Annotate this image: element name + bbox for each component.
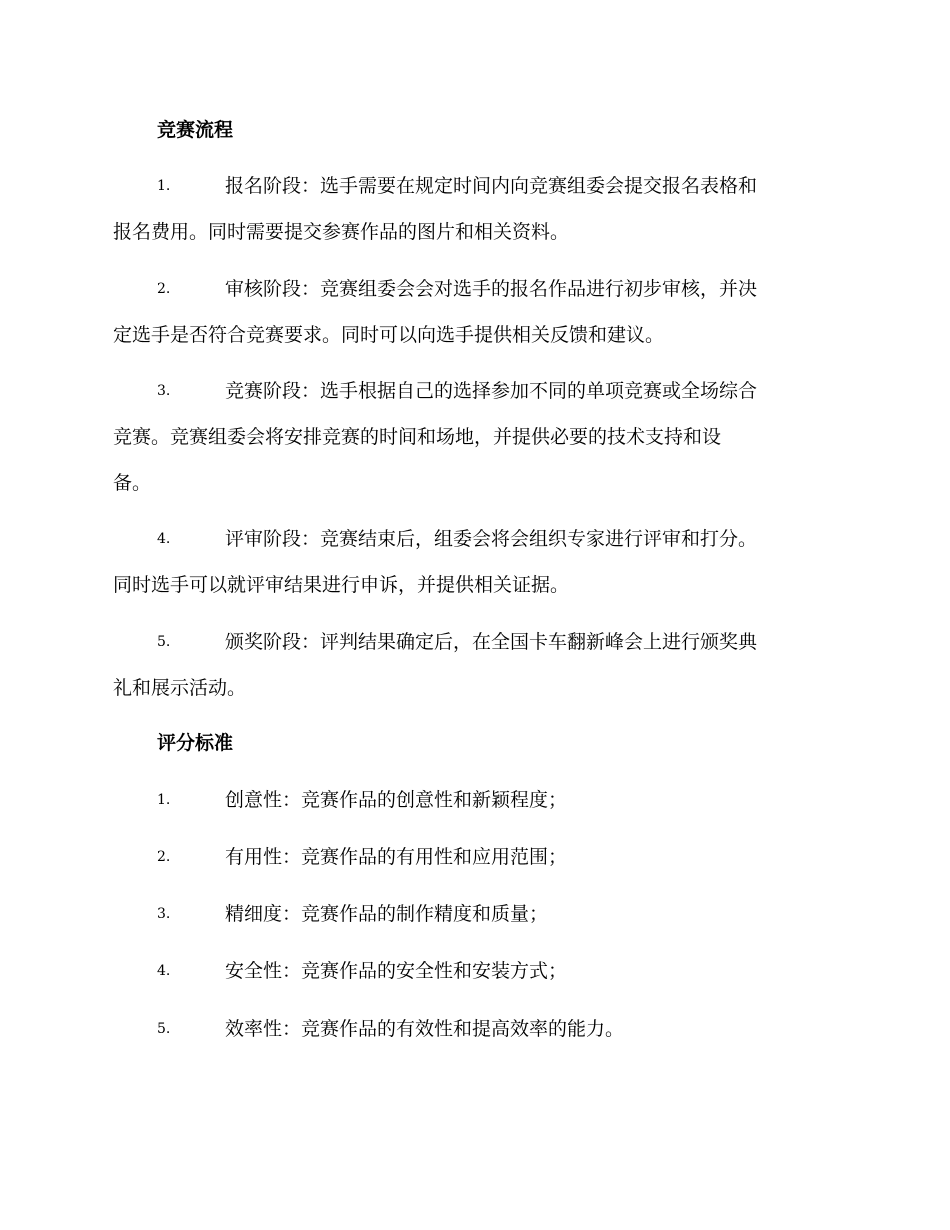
- list-number: 2.: [157, 849, 171, 865]
- list-item-text-line: 审核阶段：竞赛组委会会对选手的报名作品进行初步审核，并决: [225, 278, 758, 300]
- list-item-text-line: 竞赛。竞赛组委会将安排竞赛的时间和场地，并提供必要的技术支持和设: [113, 426, 722, 448]
- list-item-text-line: 颁奖阶段：评判结果确定后，在全国卡车翻新峰会上进行颁奖典: [225, 631, 758, 653]
- list-number: 4.: [157, 531, 171, 547]
- criteria-item-1: [113, 777, 838, 823]
- process-item-2: [113, 266, 838, 358]
- list-item-text-line: 礼和展示活动。: [113, 677, 247, 699]
- list-number: 2.: [157, 281, 171, 297]
- list-item-text-line: 评审阶段：竞赛结束后，组委会将会组织专家进行评审和打分。: [225, 528, 758, 550]
- list-item-text-line: 安全性：竞赛作品的安全性和安装方式；: [225, 960, 568, 982]
- list-number: 1.: [157, 178, 171, 194]
- list-number: 5.: [157, 1021, 171, 1037]
- list-number: 4.: [157, 963, 171, 979]
- criteria-item-4: [113, 948, 838, 994]
- criteria-item-3: [113, 891, 838, 937]
- list-number: 1.: [157, 792, 171, 808]
- process-item-5: [113, 619, 838, 711]
- list-number: 5.: [157, 634, 171, 650]
- list-item-text-line: 报名费用。同时需要提交参赛作品的图片和相关资料。: [113, 221, 570, 243]
- list-item-text-line: 效率性：竞赛作品的有效性和提高效率的能力。: [225, 1018, 625, 1040]
- list-item-text-line: 同时选手可以就评审结果进行申诉，并提供相关证据。: [113, 574, 570, 596]
- list-item-text-line: 备。: [113, 472, 152, 494]
- process-item-3: [113, 368, 838, 506]
- list-item-text-line: 精细度：竞赛作品的制作精度和质量；: [225, 903, 549, 925]
- list-item-text-line: 有用性：竞赛作品的有用性和应用范围；: [225, 846, 568, 868]
- criteria-item-2: [113, 834, 838, 880]
- list-item-text-line: 报名阶段：选手需要在规定时间内向竞赛组委会提交报名表格和: [225, 175, 758, 197]
- list-item-text-line: 定选手是否符合竞赛要求。同时可以向选手提供相关反馈和建议。: [113, 324, 665, 346]
- process-item-4: [113, 516, 838, 608]
- list-item-text-line: 竞赛阶段：选手根据自己的选择参加不同的单项竞赛或全场综合: [225, 380, 758, 402]
- list-number: 3.: [157, 906, 171, 922]
- section-heading-competition-process: 竞赛流程: [157, 119, 234, 141]
- criteria-item-5: [113, 1006, 838, 1052]
- process-item-1: [113, 163, 838, 255]
- list-number: 3.: [157, 383, 171, 399]
- section-heading-scoring-criteria: 评分标准: [157, 732, 234, 754]
- list-item-text-line: 创意性：竞赛作品的创意性和新颖程度；: [225, 789, 568, 811]
